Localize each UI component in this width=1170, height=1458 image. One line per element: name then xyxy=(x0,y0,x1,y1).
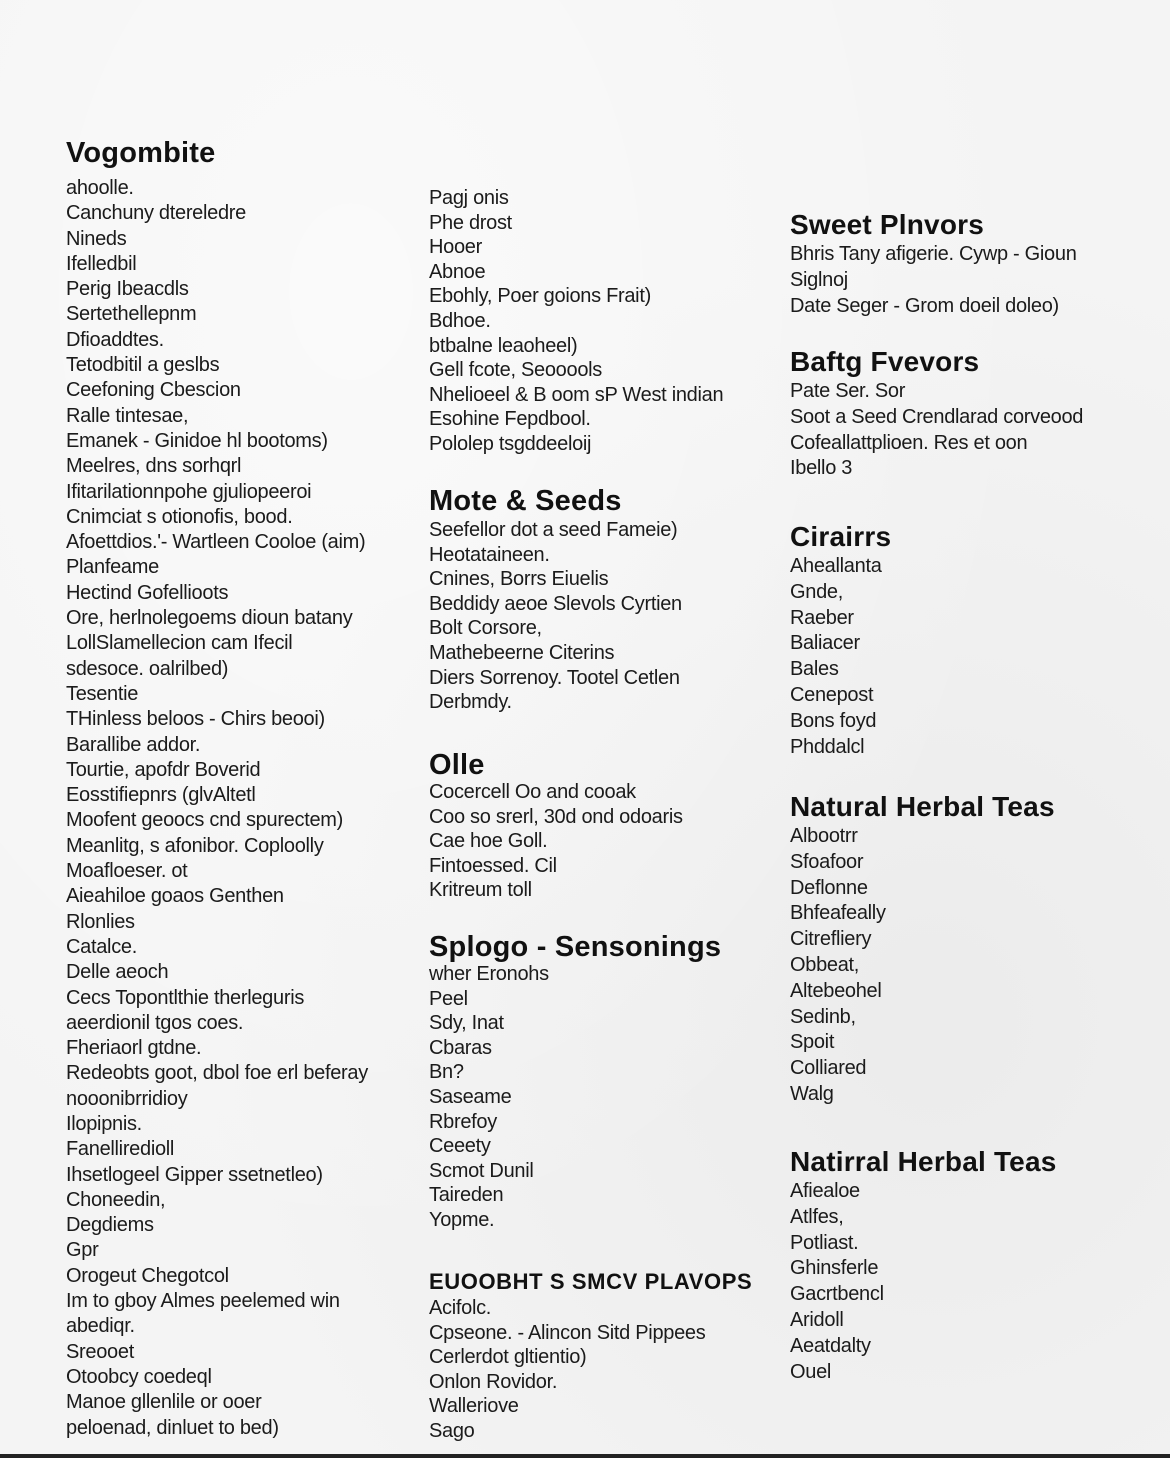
list-item: Bolt Corsore, xyxy=(429,617,542,640)
list-item: Aheallanta xyxy=(790,555,882,577)
list-item: Aeatdalty xyxy=(790,1334,871,1357)
list-item: Seefellor dot a seed Fameie) xyxy=(429,519,678,541)
list-item: Sago xyxy=(429,1419,475,1442)
list-item: Choneedin, xyxy=(66,1188,166,1211)
list-item: Abnoe xyxy=(429,260,486,283)
list-item: Tetodbitil a geslbs xyxy=(66,354,220,377)
section-natural-herbal-teas xyxy=(790,790,1160,1108)
list-item: Ihsetlogeel Gipper ssetnetleo) xyxy=(66,1163,323,1186)
list-item: Emanek - Ginidoe hl bootoms) xyxy=(66,429,328,452)
list-item: Peel xyxy=(429,987,468,1010)
list-item: Atlfes, xyxy=(790,1205,844,1228)
list-item: Pololep tsgddeeloij xyxy=(429,432,592,455)
section-heading: Natural Herbal Teas xyxy=(790,791,1055,822)
item-list xyxy=(790,1179,1160,1385)
list-item: Redeobts goot, dbol foe erl beferay xyxy=(66,1062,368,1085)
list-item: Walleriove xyxy=(429,1395,519,1418)
section-sweet-flavors xyxy=(790,208,1160,319)
item-list xyxy=(790,379,1160,482)
list-item: Albootrr xyxy=(790,825,858,847)
list-item: Derbmdy. xyxy=(429,691,512,714)
section-heading: Cirairrs xyxy=(790,521,892,552)
list-item: Tesentie xyxy=(66,682,139,705)
list-item: Planfeame xyxy=(66,556,159,579)
list-item: Ifitarilationnpohe gjuliopeeroi xyxy=(66,480,312,503)
item-list xyxy=(66,176,396,1441)
section-heading: Splogo - Sensonings xyxy=(429,931,722,963)
list-item: Im to gboy Almes peelemed win xyxy=(66,1290,340,1313)
list-item: Coo so srerl, 30d ond odoaris xyxy=(429,805,683,828)
list-item: Phddalcl xyxy=(790,735,865,758)
list-item: Walg xyxy=(790,1082,834,1105)
section-salty-flavors xyxy=(790,345,1160,482)
section-oils xyxy=(429,748,769,903)
list-item: THinless beloos - Chirs beooi) xyxy=(66,708,325,731)
section-heading: Vogombite xyxy=(66,137,216,169)
list-item: Barallibe addor. xyxy=(66,733,201,756)
list-item: Afoettdios.'- Wartleen Cooloe (aim) xyxy=(66,531,366,554)
list-item: Cocercell Oo and cooak xyxy=(429,781,636,803)
list-item: aeerdionil tgos coes. xyxy=(66,1011,244,1034)
list-item: sdesoce. oalrilbed) xyxy=(66,657,229,680)
list-item: Esohine Fepdbool. xyxy=(429,408,591,431)
list-item: Cenepost xyxy=(790,683,874,706)
list-item: Deflonne xyxy=(790,876,868,899)
list-item: Bhfeafeally xyxy=(790,902,886,925)
list-item: Sedinb, xyxy=(790,1005,856,1028)
list-item: Acifolc. xyxy=(429,1297,492,1319)
item-list xyxy=(429,780,769,903)
list-item: Catalce. xyxy=(66,935,137,958)
section-grains xyxy=(790,520,1160,760)
list-item: Pagj onis xyxy=(429,187,509,209)
list-item: Aieahiloe goaos Genthen xyxy=(66,885,284,908)
list-item: Otoobcy coedeql xyxy=(66,1365,212,1388)
list-item: Altebeohel xyxy=(790,979,882,1002)
section-heading: Olle xyxy=(429,749,485,781)
list-item: Citrefliery xyxy=(790,928,872,951)
section-savory-flavors xyxy=(429,1268,769,1444)
list-item: Gacrtbencl xyxy=(790,1283,884,1306)
list-item: Colliared xyxy=(790,1057,867,1080)
section-natural-herbal-teas-2 xyxy=(790,1145,1160,1385)
item-list xyxy=(429,962,769,1233)
list-item: Meelres, dns sorhqrl xyxy=(66,455,242,478)
section-heading: Mote & Seeds xyxy=(429,485,622,517)
list-item: Beddidy aeoe Slevols Cyrtien xyxy=(429,592,682,615)
list-item: Ebohly, Poer goions Frait) xyxy=(429,285,651,308)
list-item: Moafloeser. ot xyxy=(66,860,188,883)
list-item: Spoit xyxy=(790,1031,835,1054)
item-list xyxy=(429,1296,769,1444)
item-list xyxy=(790,242,1160,319)
list-item: Manoe gllenlile or ooer xyxy=(66,1391,262,1414)
list-item: Onlon Rovidor. xyxy=(429,1370,558,1393)
item-list xyxy=(429,186,769,457)
list-item: Sfoafoor xyxy=(790,850,864,873)
list-item: Sreooet xyxy=(66,1340,134,1363)
list-item: Fanelliredioll xyxy=(66,1138,175,1161)
list-item: Aridoll xyxy=(790,1308,844,1331)
list-item: Sdy, Inat xyxy=(429,1012,504,1035)
list-item: Sertethellepnm xyxy=(66,303,197,326)
list-item: Ralle tintesae, xyxy=(66,404,189,427)
list-item: Degdiems xyxy=(66,1214,154,1237)
list-item: Meanlitg, s afonibor. Coploolly xyxy=(66,834,324,857)
list-item: Nineds xyxy=(66,227,127,250)
list-item: peloenad, dinluet to bed) xyxy=(66,1416,279,1439)
list-item: Scmot Dunil xyxy=(429,1159,534,1182)
list-item: Cecs Topontlthie therleguris xyxy=(66,986,305,1009)
list-item: Canchuny dtereledre xyxy=(66,202,246,225)
list-item: LollSlamellecion cam Ifecil xyxy=(66,632,293,655)
list-item: Fintoessed. Cil xyxy=(429,854,557,877)
list-item: Cae hoe Goll. xyxy=(429,830,548,853)
list-item: abediqr. xyxy=(66,1315,135,1338)
list-item: Mathebeerne Citerins xyxy=(429,641,615,664)
list-item: Bn? xyxy=(429,1061,464,1084)
list-item: Bhris Tany afigerie. Cywp - Gioun xyxy=(790,243,1077,265)
list-item: Ilopipnis. xyxy=(66,1112,142,1135)
list-item: Potliast. xyxy=(790,1231,859,1254)
list-item: Phe drost xyxy=(429,211,512,234)
list-item: Rlonlies xyxy=(66,910,135,933)
list-item: Gell fcote, Seooools xyxy=(429,359,602,382)
list-item: Pate Ser. Sor xyxy=(790,380,906,402)
list-item: Bales xyxy=(790,658,839,681)
list-item: Cerlerdot gltientio) xyxy=(429,1346,587,1369)
list-item: Ceefoning Cbescion xyxy=(66,379,241,402)
list-item: Ifelledbil xyxy=(66,252,137,275)
list-item: Bons foyd xyxy=(790,709,877,732)
section-heading: Baftg Fvevors xyxy=(790,346,980,377)
list-item: Nhelioeel & B oom sP West indian xyxy=(429,383,724,406)
list-item: btbalne leaoheel) xyxy=(429,334,578,357)
list-item: Moofent geoocs cnd spurectem) xyxy=(66,809,344,832)
list-item: Bdhoe. xyxy=(429,309,491,332)
section-heading: Sweet Plnvors xyxy=(790,209,985,240)
section-heading: EUOOBHT S SMCV PLAVOPS xyxy=(429,1269,753,1294)
list-item: Ibello 3 xyxy=(790,457,853,480)
list-item: Ghinsferle xyxy=(790,1257,879,1280)
section-heading: Natirral Herbal Teas xyxy=(790,1146,1057,1177)
list-item: Afiealoe xyxy=(790,1180,860,1202)
list-item: Obbeat, xyxy=(790,953,860,976)
list-item: Heotataineen. xyxy=(429,543,550,566)
item-list xyxy=(429,518,769,715)
list-item: Perig Ibeacdls xyxy=(66,278,189,301)
list-item: Tourtie, apofdr Boverid xyxy=(66,758,261,781)
list-item: Cnines, Borrs Eiuelis xyxy=(429,568,609,591)
list-item: Cbaras xyxy=(429,1036,492,1059)
list-item: ahoolle. xyxy=(66,177,134,199)
list-item: Delle aeoch xyxy=(66,961,169,984)
list-item: Gpr xyxy=(66,1239,99,1262)
section-fruits xyxy=(429,186,769,457)
list-item: nooonibrridioy xyxy=(66,1087,188,1110)
list-item: Hectind Gofellioots xyxy=(66,581,229,604)
list-item: Ceeety xyxy=(429,1135,491,1158)
list-item: Taireden xyxy=(429,1184,504,1207)
list-item: Raeber xyxy=(790,606,854,629)
list-item: Baliacer xyxy=(790,632,860,655)
list-item: Cofeallattplioen. Res et oon xyxy=(790,431,1028,454)
list-item: Kritreum toll xyxy=(429,879,532,902)
list-item: Gnde, xyxy=(790,580,843,603)
list-item: Rbrefoy xyxy=(429,1110,497,1133)
list-item: wher Eronohs xyxy=(429,963,549,985)
list-item: Eosstifiepnrs (glvAltetl xyxy=(66,784,256,807)
list-item: Yopme. xyxy=(429,1208,495,1231)
list-item: Diers Sorrenoy. Tootel Cetlen xyxy=(429,666,680,689)
section-vegetables xyxy=(66,136,396,1441)
list-item: Siglnoj xyxy=(790,268,848,291)
list-item: Orogeut Chegotcol xyxy=(66,1264,229,1287)
list-item: Cnimciat s otionofis, bood. xyxy=(66,505,293,528)
list-item: Hooer xyxy=(429,236,482,259)
list-item: Cpseone. - Alincon Sitd Pippees xyxy=(429,1321,706,1344)
list-item: Saseame xyxy=(429,1085,512,1108)
item-list xyxy=(790,824,1160,1108)
item-list xyxy=(790,554,1160,760)
list-item: Ouel xyxy=(790,1360,832,1383)
list-item: Dfioaddtes. xyxy=(66,328,164,351)
list-item: Soot a Seed Crendlarad corveood xyxy=(790,405,1084,428)
bottom-border xyxy=(0,1454,1170,1458)
list-item: Ore, herlnolegoems dioun batany xyxy=(66,607,353,630)
list-item: Fheriaorl gtdne. xyxy=(66,1037,202,1060)
section-nuts-seeds xyxy=(429,484,769,715)
section-spices-seasonings xyxy=(429,930,769,1233)
list-item: Date Seger - Grom doeil doleo) xyxy=(790,294,1059,317)
